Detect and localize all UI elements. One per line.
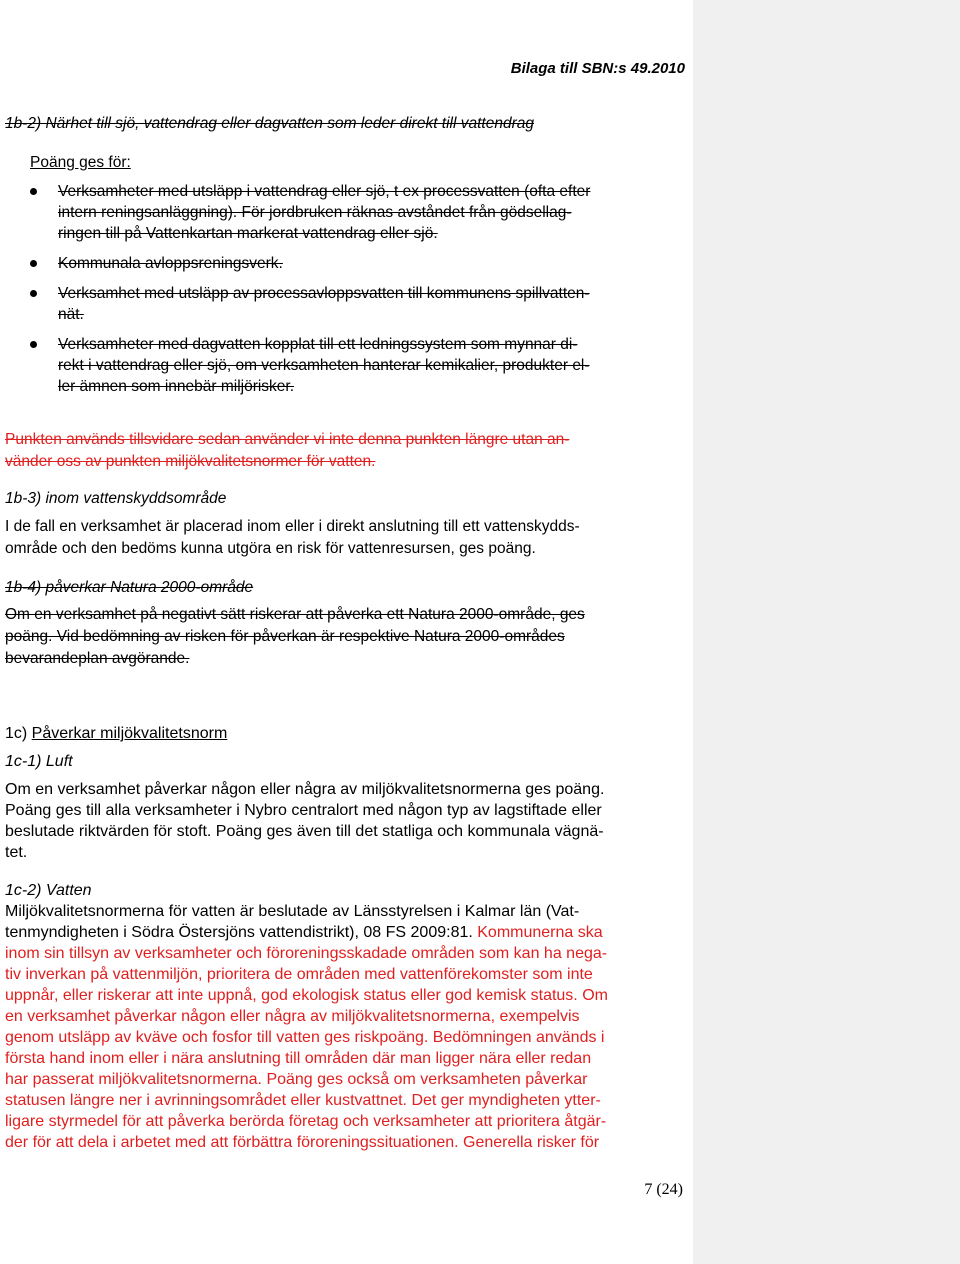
red-paragraph-line: der för att dela i arbetet med att förbättra föroreningssituationen. Generella risker för	[5, 1134, 600, 1151]
section-1b4-text	[5, 604, 685, 670]
removed-note	[5, 429, 685, 473]
red-paragraph-line: ligare styrmedel för att påverka berörda företag och verksamheter att prioritera åtgär-	[5, 1113, 607, 1130]
bullet-icon	[30, 341, 37, 348]
section-1b4-heading: 1b-4) påverkar Natura 2000-område	[5, 579, 254, 596]
bullet-item	[30, 334, 680, 397]
bullet-text-line: intern reningsanläggning). För jordbruken räknas avståndet från gödsellag-	[58, 204, 572, 221]
red-paragraph-line: inom sin tillsyn av verksamheter och föroreningsskadade områden som kan ha nega-	[5, 945, 608, 962]
paragraph-line: bevarandeplan avgörande.	[5, 650, 190, 667]
bullet-text-line: Kommunala avloppsreningsverk.	[58, 255, 283, 272]
section-1b2-heading: 1b-2) Närhet till sjö, vattendrag eller dagvatten som leder direkt till vattendrag	[5, 115, 534, 132]
section-1b3-text	[5, 516, 685, 560]
bullet-text-line: ringen till på Vattenkartan markerat vattendrag eller sjö.	[58, 225, 438, 242]
bullet-text-line: ler ämnen som innebär miljörisker.	[58, 378, 295, 395]
bullet-text-line: nät.	[58, 306, 84, 323]
bullet-text-line: Verksamheter med dagvatten kopplat till ett ledningssystem som mynnar di-	[58, 336, 578, 353]
bullet-icon	[30, 290, 37, 297]
bullet-item	[30, 253, 680, 274]
points-label: Poäng ges för:	[30, 154, 131, 171]
section-title: Påverkar miljökvalitetsnorm	[31, 725, 228, 742]
paragraph-line	[5, 922, 685, 943]
paragraph-line: område och den bedöms kunna utgöra en risk för vattenresursen, ges poäng.	[5, 540, 536, 557]
note-line: Punkten används tillsvidare sedan använder vi inte denna punkten längre utan an-	[5, 431, 570, 448]
section-number: 1c)	[5, 725, 32, 742]
paragraph-line: I de fall en verksamhet är placerad inom eller i direkt anslutning till ett vattenskydds-	[5, 518, 580, 535]
bullet-icon	[30, 188, 37, 195]
red-paragraph-line: tiv inverkan på vattenmiljön, prioritera de områden med vattenförekomster som inte	[5, 966, 593, 983]
red-paragraph-line: statusen längre ner i avrinningsområdet eller kustvattnet. Det ger myndigheten ytter-	[5, 1092, 601, 1109]
paragraph-line: tet.	[5, 844, 28, 861]
paragraph-line: Miljökvalitetsnormerna för vatten är beslutade av Länsstyrelsen i Kalmar län (Vat-	[5, 903, 580, 920]
bullet-item	[30, 181, 680, 244]
paragraph-line: beslutade riktvärden för stoft. Poäng ges även till det statliga och kommunala vägnä-	[5, 823, 604, 840]
page-number: 7 (24)	[644, 1181, 683, 1198]
red-paragraph-line: genom utsläpp av kväve och fosfor till vatten ges riskpoäng. Bedömningen används i	[5, 1029, 605, 1046]
section-1c2-text	[5, 901, 685, 1153]
bullet-icon	[30, 260, 37, 267]
bullet-text-line: rekt i vattendrag eller sjö, om verksamheten hanterar kemikalier, produkter el-	[58, 357, 590, 374]
note-line: vänder oss av punkten miljökvalitetsnormer för vatten.	[5, 453, 376, 470]
section-1c-heading	[5, 723, 685, 744]
red-paragraph-text: Kommunerna ska	[472, 924, 603, 941]
section-1c2-heading: 1c-2) Vatten	[5, 882, 92, 899]
paragraph-line: Om en verksamhet på negativt sätt riskerar att påverka ett Natura 2000-område, ges	[5, 606, 585, 623]
red-paragraph-line: har passerat miljökvalitetsnormerna. Poäng ges också om verksamheten påverkar	[5, 1071, 588, 1088]
bullet-text-line: Verksamheter med utsläpp i vattendrag eller sjö, t ex processvatten (ofta efter	[58, 183, 591, 200]
paragraph-line: Om en verksamhet påverkar någon eller några av miljökvalitetsnormerna ges poäng.	[5, 781, 605, 798]
red-paragraph-line: en verksamhet påverkar någon eller några av miljökvalitetsnormerna, exempelvis	[5, 1008, 580, 1025]
paragraph-line: Poäng ges till alla verksamheter i Nybro centralort med någon typ av lagstiftade eller	[5, 802, 602, 819]
section-1b2-bullet-list	[30, 181, 680, 397]
section-1c1-text	[5, 779, 685, 863]
section-1b3-heading: 1b-3) inom vattenskyddsområde	[5, 490, 227, 507]
comment-margin-panel	[693, 0, 960, 1264]
red-paragraph-line: uppnår, eller riskerar att inte uppnå, god ekologisk status eller god kemisk status. Om	[5, 987, 608, 1004]
red-paragraph-line: första hand inom eller i nära anslutning till områden där man ligger nära eller redan	[5, 1050, 592, 1067]
paragraph-line: poäng. Vid bedömning av risken för påverkan är respektive Natura 2000-områdes	[5, 628, 565, 645]
section-1c1-heading: 1c-1) Luft	[5, 753, 73, 770]
paragraph-text: tenmyndigheten i Södra Östersjöns vattendistrikt), 08 FS 2009:81.	[5, 924, 473, 941]
bullet-item	[30, 283, 680, 325]
bullet-text-line: Verksamhet med utsläpp av processavloppsvatten till kommunens spillvatten-	[58, 285, 590, 302]
page-header: Bilaga till SBN:s 49.2010	[510, 60, 685, 77]
